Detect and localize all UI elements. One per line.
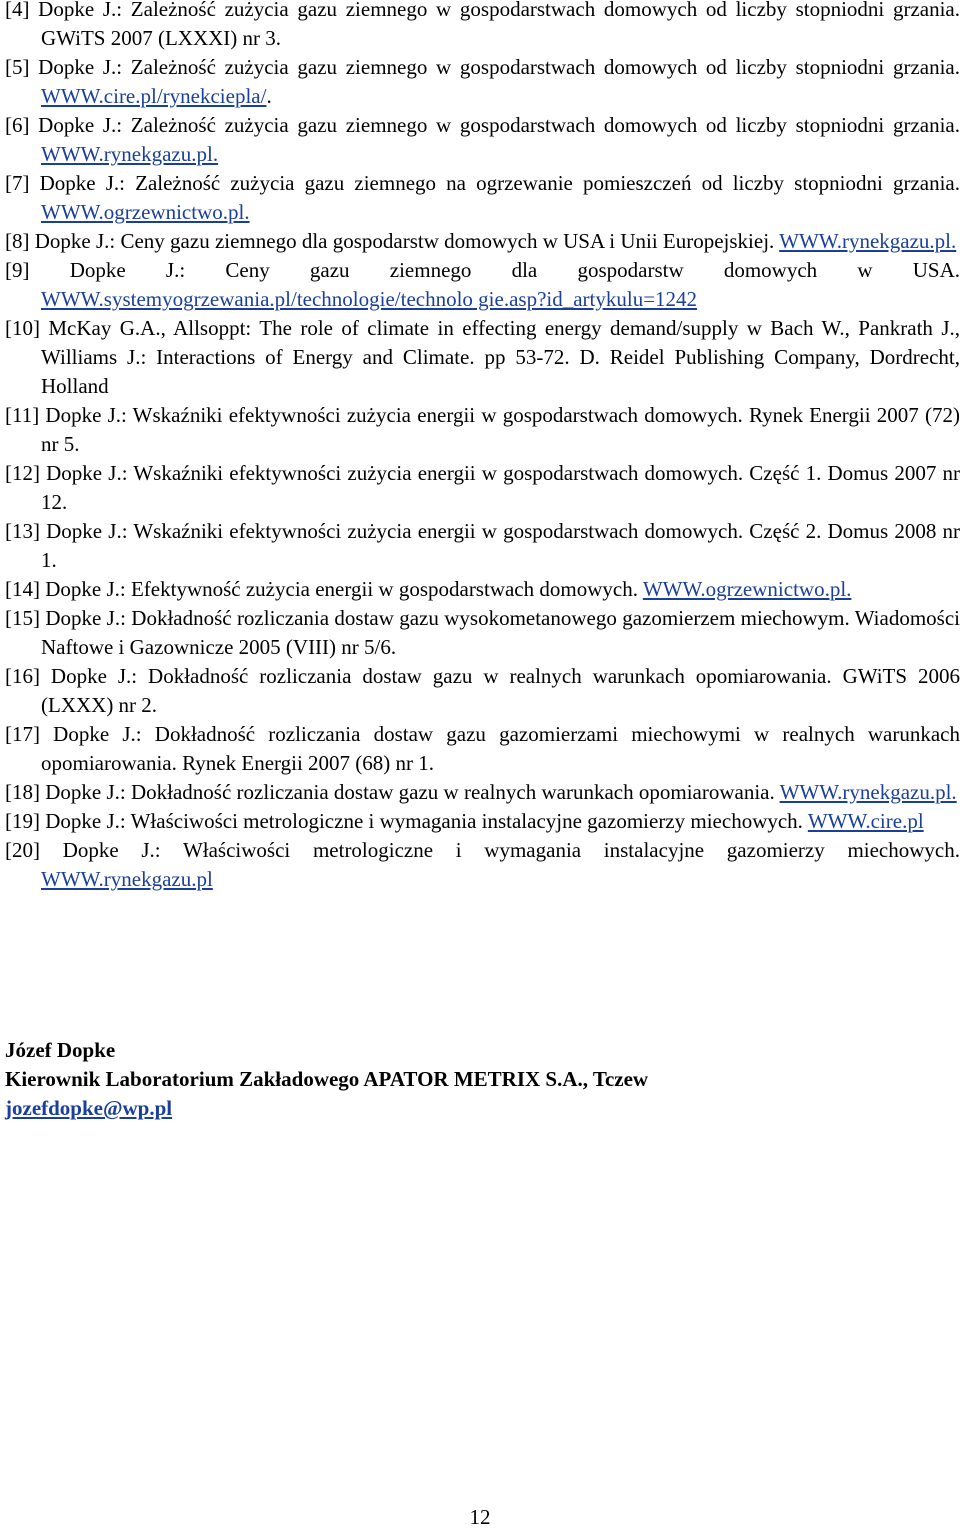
reference-item xyxy=(5,111,960,169)
reference-link[interactable]: WWW.cire.pl/rynekciepla/ xyxy=(41,84,267,108)
reference-item xyxy=(5,575,960,604)
reference-item xyxy=(5,314,960,401)
reference-text: [20] Dopke J.: Właściwości metrologiczne i wymagania instalacyjne gazomierzy miechowych. xyxy=(5,838,960,862)
reference-item xyxy=(5,459,960,517)
reference-text: [6] Dopke J.: Zależność zużycia gazu ziemnego w gospodarstwach domowych od liczby stopniodni grzania. xyxy=(5,113,960,137)
reference-link[interactable]: WWW.cire.pl xyxy=(807,809,924,833)
reference-item xyxy=(5,0,960,53)
reference-link[interactable]: WWW.ogrzewnictwo.pl. xyxy=(642,577,852,601)
reference-text-tail: . xyxy=(266,84,272,108)
reference-item xyxy=(5,662,960,720)
reference-item xyxy=(5,227,960,256)
author-name: Józef Dopke xyxy=(5,1038,116,1062)
reference-link[interactable]: WWW.rynekgazu.pl. xyxy=(779,780,957,804)
reference-link[interactable]: WWW.ogrzewnictwo.pl. xyxy=(41,200,250,224)
reference-item xyxy=(5,53,960,111)
reference-link[interactable]: WWW.rynekgazu.pl xyxy=(41,867,213,891)
reference-text: [14] Dopke J.: Efektywność zużycia energii w gospodarstwach domowych. xyxy=(5,577,643,601)
reference-item xyxy=(5,720,960,778)
reference-text: [12] Dopke J.: Wskaźniki efektywności zużycia energii w gospodarstwach domowych. Część 1. Domus 2007 nr 12. xyxy=(5,461,960,514)
reference-text: [13] Dopke J.: Wskaźniki efektywności zużycia energii w gospodarstwach domowych. Część 2. Domus 2008 nr 1. xyxy=(5,519,960,572)
reference-text: [18] Dopke J.: Dokładność rozliczania dostaw gazu w realnych warunkach opomiarowania. xyxy=(5,780,780,804)
reference-item xyxy=(5,256,960,314)
author-block xyxy=(5,1036,648,1123)
reference-list xyxy=(5,0,960,894)
author-position: Kierownik Laboratorium Zakładowego APATOR METRIX S.A., Tczew xyxy=(5,1067,649,1091)
author-email-link[interactable]: jozefdopke@wp.pl xyxy=(5,1096,173,1120)
reference-text: [11] Dopke J.: Wskaźniki efektywności zużycia energii w gospodarstwach domowych. Rynek Energii 2007 (72) nr 5. xyxy=(5,403,960,456)
reference-item xyxy=(5,778,960,807)
reference-text: [4] Dopke J.: Zależność zużycia gazu ziemnego w gospodarstwach domowych od liczby stopniodni grzania. GWiTS 2007 (LXXXI) nr 3. xyxy=(5,0,960,50)
reference-item xyxy=(5,517,960,575)
reference-text: [17] Dopke J.: Dokładność rozliczania dostaw gazu gazomierzami miechowymi w realnych warunkach opomiarowania. Rynek Energii 2007 (68) nr 1. xyxy=(5,722,960,775)
reference-text: [8] Dopke J.: Ceny gazu ziemnego dla gospodarstw domowych w USA i Unii Europejskiej. xyxy=(5,229,780,253)
reference-text: [10] McKay G.A., Allsoppt: The role of climate in effecting energy demand/supply w Bach W., Pankrath J., Williams J.: Interactions of Energy and Climate. pp 53-72. D. Reidel Publishing Company, Dordrecht, Holland xyxy=(5,316,960,398)
reference-link[interactable]: WWW.systemyogrzewania.pl/technologie/technolo gie.asp?id_artykulu=1242 xyxy=(41,287,698,311)
reference-item xyxy=(5,604,960,662)
reference-text: [15] Dopke J.: Dokładność rozliczania dostaw gazu wysokometanowego gazomierzem miechowym. Wiadomości Naftowe i Gazownicze 2005 (VIII) nr 5/6. xyxy=(5,606,960,659)
reference-text: [9] Dopke J.: Ceny gazu ziemnego dla gospodarstw domowych w USA. xyxy=(5,258,960,282)
page-number: 12 xyxy=(469,1505,491,1529)
reference-text: [5] Dopke J.: Zależność zużycia gazu ziemnego w gospodarstwach domowych od liczby stopniodni grzania. xyxy=(5,55,960,79)
reference-item xyxy=(5,836,960,894)
reference-text: [16] Dopke J.: Dokładność rozliczania dostaw gazu w realnych warunkach opomiarowania. GWiTS 2006 (LXXX) nr 2. xyxy=(5,664,960,717)
reference-item xyxy=(5,169,960,227)
reference-link[interactable]: WWW.rynekgazu.pl. xyxy=(41,142,219,166)
reference-item xyxy=(5,807,960,836)
reference-text: [7] Dopke J.: Zależność zużycia gazu ziemnego na ogrzewanie pomieszczeń od liczby stopniodni grzania. xyxy=(5,171,960,195)
reference-link[interactable]: WWW.rynekgazu.pl. xyxy=(779,229,957,253)
reference-text: [19] Dopke J.: Właściwości metrologiczne i wymagania instalacyjne gazomierzy miechowych. xyxy=(5,809,808,833)
reference-item xyxy=(5,401,960,459)
